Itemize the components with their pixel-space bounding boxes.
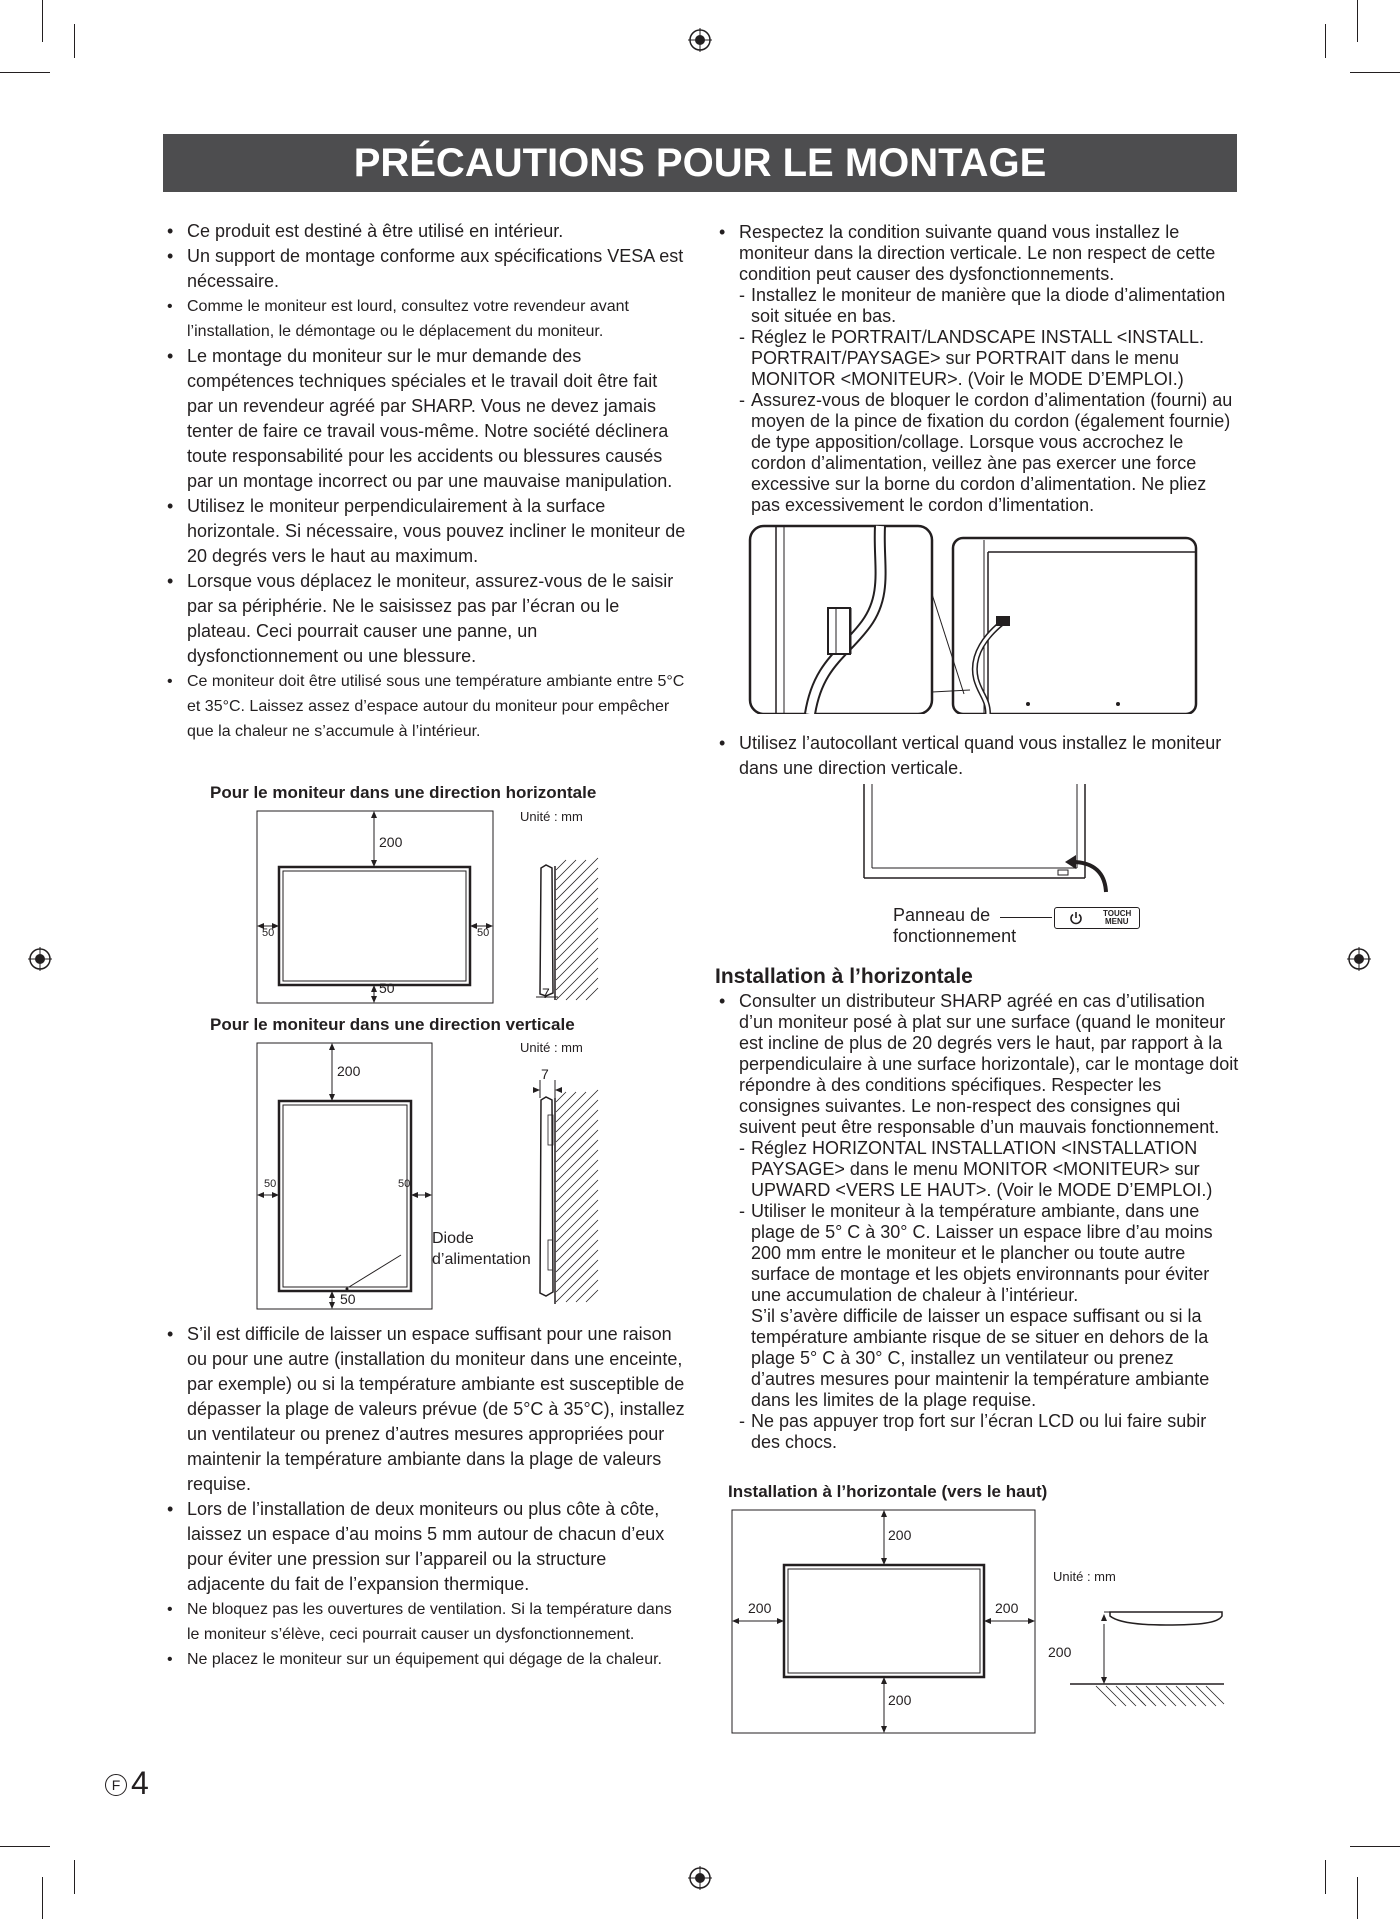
list-item: • Ce produit est destiné à être utilisé en intérieur.	[164, 219, 688, 244]
registration-mark-icon	[688, 28, 712, 52]
vertical-clearance-diagram	[256, 1040, 606, 1312]
page-letter-badge	[105, 1774, 127, 1796]
list-item: • S’il est difficile de laisser un espace suffisant pour une raison ou pour une autre (installation du moniteur dans une enceinte, par exemple) ou si la température ambiante est susceptible de dépasser la plage de valeurs prévue (de 5°C à 35°C), installez un ventilateur ou prenez d’autres mesures appropriées pour maintenir la température ambiante dans la plage de valeurs requise.	[164, 1322, 688, 1497]
sub-item: - Ne pas appuyer trop fort sur l’écran LCD ou lui faire subir des chocs.	[739, 1411, 1240, 1453]
list-item: • Un support de montage conforme aux spécifications VESA est nécessaire.	[164, 244, 688, 294]
crop-mark	[1357, 0, 1358, 42]
power-icon	[1069, 911, 1083, 925]
horizontal-install-text	[716, 991, 1240, 1453]
sub-item-continuation: S’il s’avère difficile de laisser un espace suffisant ou si la température ambiante risque de se situer en dehors de la plage 5° C à 30° C, installez un ventilateur ou prenez d’autres mesures pour maintenir la température ambiante dans les limites de la plage requise.	[751, 1306, 1210, 1410]
panel-label-line: Panneau de	[893, 905, 991, 925]
registration-mark-icon	[28, 947, 52, 971]
list-item: • Lorsque vous déplacez le moniteur, assurez-vous de le saisir par sa périphérie. Ne le saisissez pas par l’écran ou le plateau. Ceci pourrait causer une panne, un dysfonctionnement ou une blessure.	[164, 569, 688, 669]
diagram-caption: Pour le moniteur dans une direction horizontale	[210, 783, 597, 802]
crop-mark	[1357, 1877, 1358, 1919]
crop-mark	[74, 1860, 75, 1894]
sub-item: - Assurez-vous de bloquer le cordon d’alimentation (fourni) au moyen de la pince de fixation du cordon (également fournie) de type apposition/collage. Lorsque vous accrochez le cordon d’alimentation, veillez àne pas exercer une force excessive sur la borne du cordon d’alimentation. Ne pliez pas excessivement le cordon d’limentation.	[739, 390, 1240, 516]
dimension-right: 50	[398, 1178, 411, 1190]
upward-clearance-diagram	[730, 1508, 1230, 1735]
page-letter: F	[111, 1777, 121, 1793]
panel-leader-line	[1000, 917, 1052, 918]
crop-mark	[1350, 1846, 1400, 1847]
list-item: • Le montage du moniteur sur le mur demande des compétences techniques spéciales et le travail doit être fait par un revendeur agréé par SHARP. Vous ne devez jamais tenter de faire ce travail vous-même. Notre société déclinera toute responsabilité pour les accidents ou blessures causés par un montage incorrect ou par une mauvaise manipulation.	[164, 344, 688, 494]
diode-label: Diode	[432, 1230, 474, 1247]
list-item	[716, 222, 1240, 516]
list-item: • Ce moniteur doit être utilisé sous une température ambiante entre 5°C et 35°C. Laissez assez d’espace autour du moniteur pour empêcher que la chaleur ne s’accumule à l’intérieur.	[164, 669, 688, 744]
crop-mark	[42, 0, 43, 42]
dimension-left: 200	[748, 1600, 772, 1616]
panel-label-line: fonctionnement	[893, 926, 1017, 946]
crop-mark	[1325, 24, 1326, 58]
intro-text: Consulter un distributeur SHARP agréé en cas d’utilisation d’un moniteur posé à plat sur une surface (quand le moniteur est incline de plus de 20 degrés vers le haut, par rapport à la perpendiculaire à une surface horizontale), car le montage doit répondre à des conditions spécifiques. Respecter les consignes suivantes. Le non-respect des consignes qui suivent peut être responsable d’un mauvais fonctionnement.	[739, 991, 1239, 1137]
sub-item: - Réglez HORIZONTAL INSTALLATION <INSTALLATION PAYSAGE> dans le menu MONITOR <MONITEUR> sur UPWARD <VERS LE HAUT>. (Voir le MODE D’EMPLOI.)	[739, 1138, 1240, 1201]
unit-label: Unité : mm	[1053, 1569, 1116, 1584]
dimension-depth: 7	[542, 985, 550, 1001]
dimension-right: 50	[477, 927, 490, 939]
sub-item	[739, 1201, 1240, 1411]
unit-label: Unité : mm	[520, 809, 583, 824]
diode-label: d’alimentation	[432, 1251, 531, 1268]
list-item: • Lors de l’installation de deux moniteurs ou plus côte à côte, laissez un espace d’au moins 5 mm autour de chacun d’eux pour éviter une pression sur l’appareil ou la structure adjacente du fait de l’expansion thermique.	[164, 1497, 688, 1597]
list-item	[716, 991, 1240, 1453]
touch-menu-panel	[1054, 907, 1140, 929]
operation-panel-label	[893, 905, 1016, 947]
registration-mark-icon	[688, 1866, 712, 1890]
intro-text: Respectez la condition suivante quand vous installez le moniteur dans la direction verticale. Le non respect de cette condition peut causer des dysfonctionnements.	[739, 222, 1216, 284]
dimension-bottom: 50	[379, 980, 395, 996]
operation-panel-illustration	[860, 782, 1140, 902]
list-item: • Ne bloquez pas les ouvertures de ventilation. Si la température dans le moniteur s’élève, ceci pourrait causer un dysfonctionnement.	[164, 1597, 688, 1647]
dimension-top: 200	[337, 1063, 361, 1079]
touch-label: TOUCH	[1103, 909, 1132, 918]
crop-mark	[42, 1877, 43, 1919]
sticker-note	[716, 731, 1240, 781]
horizontal-clearance-diagram	[256, 808, 606, 1008]
dimension-depth: 7	[541, 1066, 549, 1082]
cord-clamp-illustration	[748, 524, 1198, 714]
dimension-right: 200	[995, 1600, 1019, 1616]
page-title: PRÉCAUTIONS POUR LE MONTAGE	[163, 134, 1237, 192]
sub-item: - Installez le moniteur de manière que la diode d’alimentation soit située en bas.	[739, 285, 1240, 327]
diagram-caption: Pour le moniteur dans une direction verticale	[210, 1015, 575, 1034]
crop-mark	[0, 1846, 50, 1847]
diagram-caption: Installation à l’horizontale (vers le haut)	[728, 1482, 1048, 1501]
dimension-top: 200	[379, 834, 403, 850]
sub-item-text: Utiliser le moniteur à la température ambiante, dans une plage de 5° C à 30° C. Laisser un espace libre d’au moins 200 mm entre le moniteur et le plancher ou toute autre surface de montage et les objets environnants pour éviter une accumulation de chaleur à l’intérieur.	[751, 1201, 1213, 1305]
dimension-left: 50	[264, 1178, 277, 1190]
page-number: 4	[131, 1765, 149, 1801]
sub-item: - Réglez le PORTRAIT/LANDSCAPE INSTALL <INSTALL. PORTRAIT/PAYSAGE> sur PORTRAIT dans le menu MONITOR <MONITEUR>. (Voir le MODE D’EMPLOI.)	[739, 327, 1240, 390]
crop-mark	[1350, 72, 1400, 73]
section-heading: Installation à l’horizontale	[715, 965, 973, 988]
dimension-left: 50	[262, 927, 275, 939]
crop-mark	[0, 72, 50, 73]
list-item: • Utilisez le moniteur perpendiculairement à la surface horizontale. Si nécessaire, vous pouvez incliner le moniteur de 20 degrés vers le haut au maximum.	[164, 494, 688, 569]
left-column-bottom	[164, 1322, 688, 1672]
dimension-height: 200	[1048, 1644, 1072, 1660]
right-vertical-conditions	[716, 222, 1240, 516]
list-item: • Comme le moniteur est lourd, consultez votre revendeur avant l’installation, le démontage ou le déplacement du moniteur.	[164, 294, 688, 344]
dimension-bottom: 200	[888, 1692, 912, 1708]
dimension-bottom: 50	[340, 1291, 356, 1307]
unit-label: Unité : mm	[520, 1040, 583, 1055]
dimension-top: 200	[888, 1527, 912, 1543]
list-item: • Ne placez le moniteur sur un équipement qui dégage de la chaleur.	[164, 1647, 688, 1672]
menu-label: MENU	[1105, 917, 1129, 926]
left-column-top	[164, 219, 688, 744]
crop-mark	[1325, 1860, 1326, 1894]
crop-mark	[74, 24, 75, 58]
registration-mark-icon	[1347, 947, 1371, 971]
list-item: • Utilisez l’autocollant vertical quand vous installez le moniteur dans une direction verticale.	[716, 731, 1240, 781]
